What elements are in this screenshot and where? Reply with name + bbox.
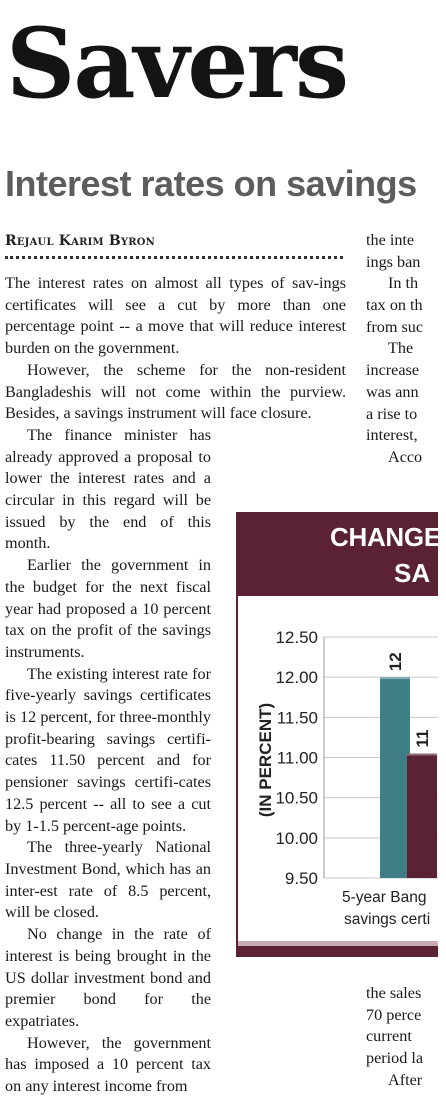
col2-line: Acco: [388, 447, 423, 466]
col2-line: a rise to: [366, 404, 418, 423]
headline: Savers: [6, 7, 348, 120]
paragraph-4: Earlier the government in the budget for the next fiscal year had proposed a 10 percent tax on the profit of the savings instruments.: [5, 556, 211, 661]
bar-value-label: 12: [386, 652, 405, 672]
paragraph-6: The three-yearly National Investment Bond, which has an inter-est rate of 8.5 percent, will be closed.: [5, 838, 211, 922]
chart-title-line-1: CHANGE: [330, 522, 441, 552]
chart-title-line-2: SA: [394, 558, 431, 588]
bar-value-label: 11: [413, 729, 432, 748]
y-tick-label: 10.50: [275, 788, 318, 808]
col2-line: from suc: [366, 317, 424, 336]
paragraph-7: No change in the rate of interest is being brought in the US dollar investment bond and premier bond for the expatriates.: [5, 925, 211, 1030]
col2-line: current: [366, 1027, 412, 1046]
bar: [407, 753, 437, 878]
y-tick-label: 10.00: [275, 828, 318, 848]
byline-divider: [5, 256, 343, 259]
y-tick-label: 11.50: [276, 708, 318, 728]
paragraph-1: The interest rates on almost all types of sav-ings certificates will see a cut by more than one percentage point -- a move that will reduce interest burden on the government.: [5, 274, 346, 358]
col2-line: the sales: [366, 984, 422, 1002]
col2-line: In th: [388, 274, 419, 293]
article-column-2-top: [366, 230, 446, 469]
chart-footer: [238, 946, 438, 957]
col2-line: period la: [366, 1049, 424, 1068]
chart-plot: [238, 596, 438, 941]
article-column-2-bottom: [366, 983, 446, 1091]
col2-line: the inte: [366, 231, 415, 249]
x-category-label: savings certi: [344, 911, 431, 928]
chart-header: [238, 512, 441, 596]
bar: [380, 677, 410, 878]
col2-line: ings ban: [366, 252, 421, 271]
paragraph-5: The existing interest rate for five-yearly savings certificates is 12 percent, for three-monthly profit-bearing savings certifi-cates 11.50 percent and for pensioner savings certifi-cates 12.5 percent -- all to see a cut by 1-1.5 percent-age points.: [5, 664, 211, 835]
interest-rate-chart: [236, 512, 441, 957]
col2-line: After: [388, 1070, 423, 1089]
y-tick-label: 9.50: [284, 869, 318, 888]
col2-line: was ann: [366, 382, 419, 401]
byline: Rejaul Karim Byron: [5, 233, 155, 249]
col2-line: interest,: [366, 426, 418, 445]
y-tick-label: 11.00: [276, 748, 318, 768]
subheadline: Interest rates on savings: [5, 163, 417, 204]
col2-line: tax on th: [366, 296, 423, 315]
paragraph-2: However, the scheme for the non-resident Bangladeshis will not come within the purview. Besides, a savings instrument will face closure.: [5, 360, 346, 423]
y-tick-label: 12.50: [275, 628, 318, 647]
y-tick-label: 12.00: [275, 668, 318, 688]
col2-line: increase: [366, 361, 420, 380]
paragraph-3: The finance minister has already approved a proposal to lower the interest rates and a circular in this regard will be issued by the end of this month.: [5, 425, 211, 553]
y-axis-label: (IN PERCENT): [256, 702, 275, 818]
col2-line: 70 perce: [366, 1005, 422, 1024]
col2-line: The: [388, 339, 414, 358]
paragraph-8: However, the government has imposed a 10 percent tax on any interest income from: [5, 1033, 211, 1096]
x-category-label: 5-year Bang: [342, 889, 427, 906]
